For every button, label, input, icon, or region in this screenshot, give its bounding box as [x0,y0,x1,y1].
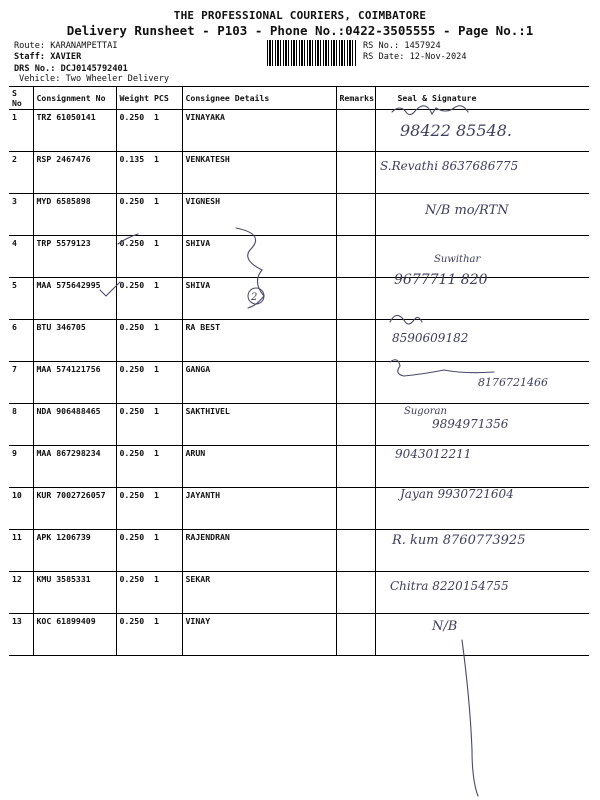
row-weight: 0.250 [116,572,151,614]
row-sno: 7 [9,362,33,404]
row-weight: 0.250 [116,488,151,530]
row-consignee: VINAYAKA [182,110,336,152]
row-sno: 10 [9,488,33,530]
rs-no-label: RS No.: [363,41,400,51]
row-sno: 3 [9,194,33,236]
row-weight: 0.135 [116,152,151,194]
row-remarks [336,110,375,152]
handwriting-row12: Chitra 8220154755 [390,579,509,593]
vehicle-value: Two Wheeler Delivery [65,74,170,84]
row-signature [375,194,589,236]
row-sno: 5 [9,278,33,320]
row-consignment-no: KMU 3585331 [33,572,116,614]
table-row [9,194,589,236]
row-consignee: RAJENDRAN [182,530,336,572]
row-sno: 2 [9,152,33,194]
row-sno: 1 [9,110,33,152]
row-signature [375,572,589,614]
row-pcs: 1 [151,110,182,152]
row-pcs: 1 [151,488,182,530]
table-row [9,446,589,488]
row-consignment-no: TRZ 61050141 [33,110,116,152]
rs-date-value: 12-Nov-2024 [409,52,467,62]
col-consignee: Consignee Details [182,87,336,110]
table-row [9,488,589,530]
row-consignment-no: APK 1206739 [33,530,116,572]
row-signature [375,614,589,656]
row-sno: 4 [9,236,33,278]
row-weight: 0.250 [116,278,151,320]
row-sno: 13 [9,614,33,656]
rs-date-label: RS Date: [363,52,405,62]
row-weight: 0.250 [116,530,151,572]
handwriting-row5-name: Suwithar [434,254,481,265]
row-remarks [336,446,375,488]
row-remarks [336,236,375,278]
row-consignment-no: KOC 61899409 [33,614,116,656]
row-remarks [336,488,375,530]
table-row [9,572,589,614]
row-weight: 0.250 [116,614,151,656]
row-consignee: VENKATESH [182,152,336,194]
table-row [9,236,589,278]
row-consignee: SHIVA [182,236,336,278]
row-weight: 0.250 [116,194,151,236]
drs-label: DRS No.: [14,64,56,74]
drs-line [14,64,128,74]
row-remarks [336,614,375,656]
table-row [9,320,589,362]
vehicle-line [19,74,169,84]
table-row [9,404,589,446]
row-remarks [336,320,375,362]
table-row [9,278,589,320]
col-weight: Weight [116,87,151,110]
row-sno: 12 [9,572,33,614]
row-remarks [336,404,375,446]
handwriting-row10: Jayan 9930721604 [400,487,514,501]
row-weight: 0.250 [116,110,151,152]
row-remarks [336,572,375,614]
handwriting-row6: 8590609182 [392,331,469,345]
handwriting-row5-mark: 2 [251,292,258,303]
row-consignee: RA BEST [182,320,336,362]
col-sno: S No [9,87,33,110]
row-pcs: 1 [151,236,182,278]
rs-no-line [363,41,441,51]
row-sno: 9 [9,446,33,488]
drs-barcode [267,40,357,66]
handwriting-row9: 9043012211 [395,447,472,461]
row-consignment-no: BTU 346705 [33,320,116,362]
company-title: THE PROFESSIONAL COURIERS, COIMBATORE [173,9,427,22]
row-pcs: 1 [151,278,182,320]
col-consignment: Consignment No [33,87,116,110]
row-signature [375,446,589,488]
table-row [9,110,589,152]
route-line [14,41,118,51]
route-value: KARANAMPETTAI [50,41,118,51]
row-sno: 6 [9,320,33,362]
row-consignee: VINAY [182,614,336,656]
table-header-row [9,87,589,110]
row-sno: 8 [9,404,33,446]
table-row [9,530,589,572]
row-consignment-no: NDA 906488465 [33,404,116,446]
row-signature [375,320,589,362]
runsheet-title: Delivery Runsheet - P103 - Phone No.:0422-3505555 - Page No.:1 [66,23,534,38]
row-signature [375,278,589,320]
row-weight: 0.250 [116,446,151,488]
handwriting-row8-phone: 9894971356 [432,417,509,431]
row-remarks [336,530,375,572]
row-signature [375,488,589,530]
row-pcs: 1 [151,614,182,656]
handwriting-row7: 8176721466 [478,376,548,389]
row-consignee: JAYANTH [182,488,336,530]
table-row [9,152,589,194]
handwriting-row2: S.Revathi 8637686775 [380,159,519,173]
row-signature [375,152,589,194]
row-consignee: VIGNESH [182,194,336,236]
handwriting-row8-name: Sugoran [404,406,447,417]
route-label: Route: [14,41,46,51]
rs-date-line [363,52,467,62]
handwriting-row13: N/B [432,619,458,634]
row-weight: 0.250 [116,320,151,362]
handwriting-row5-phone: 9677711 820 [394,272,488,288]
row-weight: 0.250 [116,362,151,404]
row-consignment-no: MYD 6585898 [33,194,116,236]
row-weight: 0.250 [116,236,151,278]
table-row [9,614,589,656]
row-weight: 0.250 [116,404,151,446]
staff-value: XAVIER [50,52,82,62]
vehicle-label: Vehicle: [19,74,61,84]
row-consignment-no: MAA 575642995 [33,278,116,320]
row-consignee: SHIVA [182,278,336,320]
row-pcs: 1 [151,152,182,194]
row-pcs: 1 [151,194,182,236]
col-pcs: PCS [151,87,182,110]
handwriting-row3: N/B mo/RTN [425,203,509,218]
table-row [9,362,589,404]
row-pcs: 1 [151,530,182,572]
row-remarks [336,278,375,320]
row-remarks [336,362,375,404]
row-pcs: 1 [151,446,182,488]
row-consignment-no: KUR 7002726057 [33,488,116,530]
row-signature [375,404,589,446]
long-stroke [462,640,478,796]
rs-no-value: 1457924 [404,41,441,51]
runsheet-table [9,86,589,656]
row-signature [375,530,589,572]
col-signature: Seal & Signature [375,87,589,110]
row-signature [375,362,589,404]
handwriting-row1: 98422 85548. [400,121,512,140]
row-consignee: GANGA [182,362,336,404]
staff-line [14,52,81,62]
row-consignment-no: RSP 2467476 [33,152,116,194]
row-consignment-no: MAA 574121756 [33,362,116,404]
staff-label: Staff: [14,52,46,62]
row-remarks [336,194,375,236]
row-consignee: SAKTHIVEL [182,404,336,446]
row-pcs: 1 [151,404,182,446]
row-consignment-no: MAA 867298234 [33,446,116,488]
handwriting-row11: R. kum 8760773925 [392,533,526,548]
row-consignee: SEKAR [182,572,336,614]
drs-value: DCJ0145792401 [60,64,128,74]
row-pcs: 1 [151,362,182,404]
row-remarks [336,152,375,194]
row-signature [375,110,589,152]
row-consignment-no: TRP 5579123 [33,236,116,278]
row-sno: 11 [9,530,33,572]
row-pcs: 1 [151,320,182,362]
row-signature [375,236,589,278]
row-pcs: 1 [151,572,182,614]
col-remarks: Remarks [336,87,375,110]
row-consignee: ARUN [182,446,336,488]
